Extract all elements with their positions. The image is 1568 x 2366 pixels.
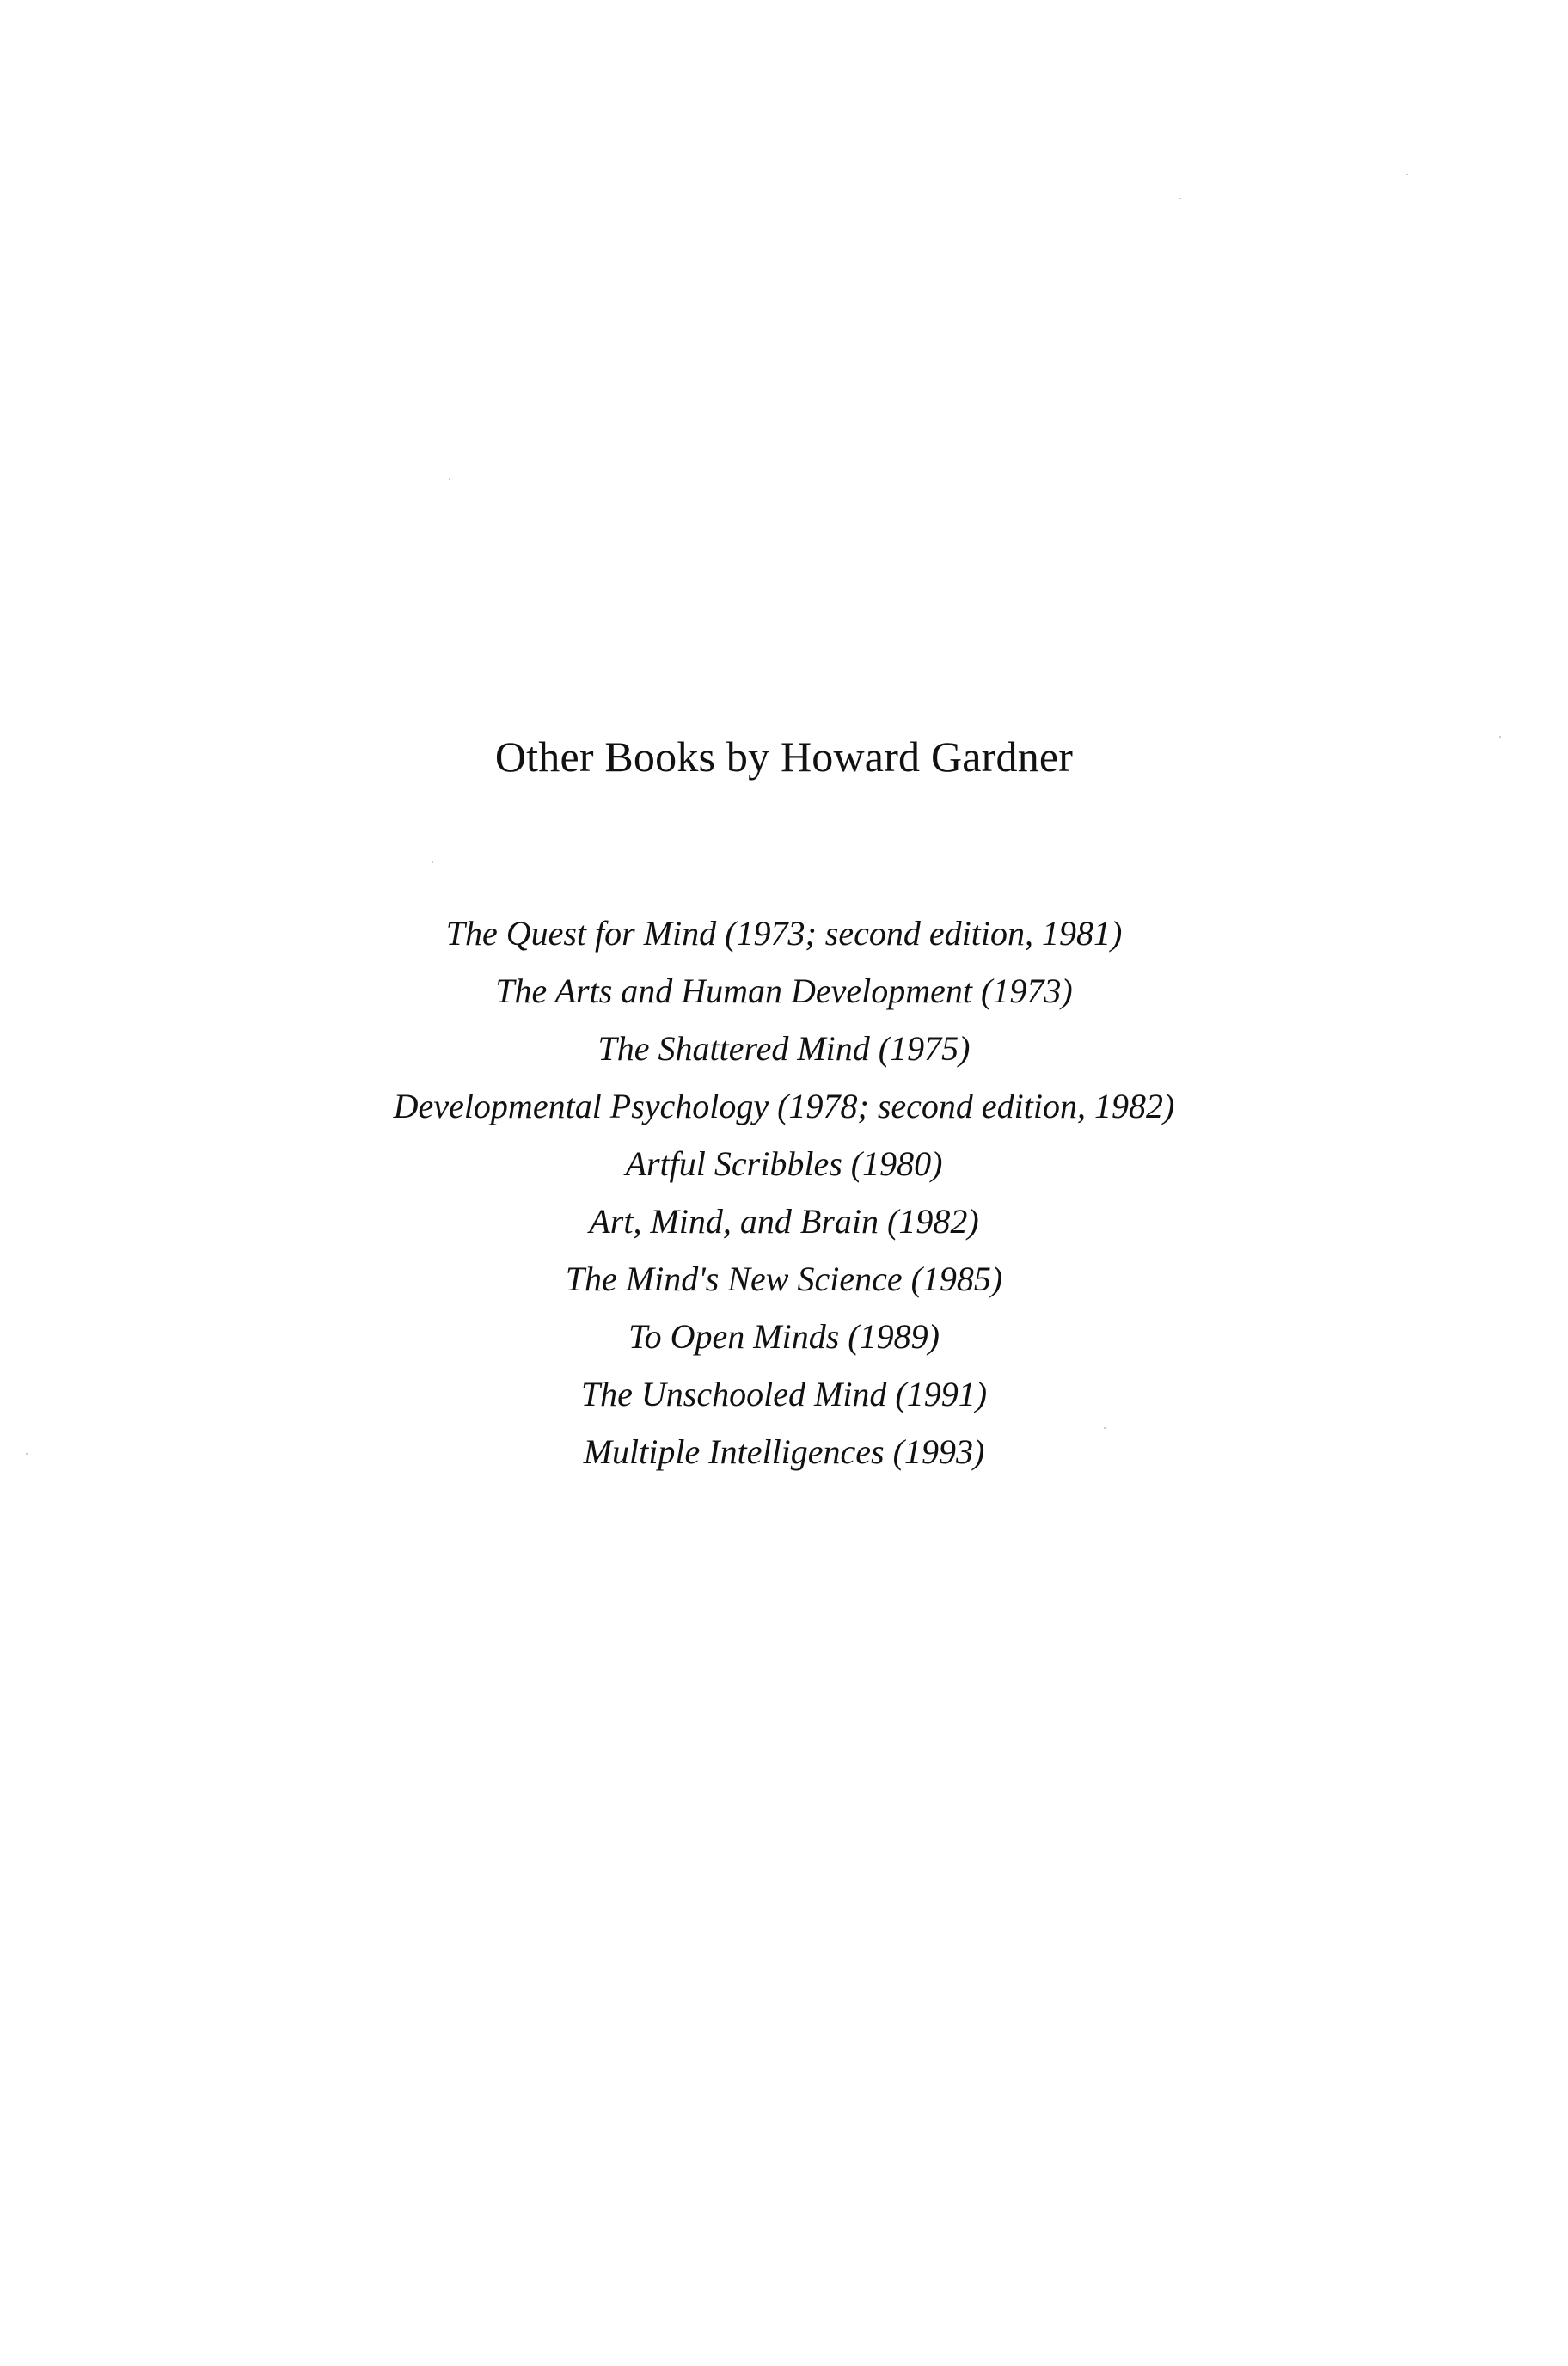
scan-speck: [1499, 736, 1501, 738]
book-entry: The Arts and Human Development (1973): [495, 972, 1073, 1010]
scan-speck: [26, 1453, 28, 1455]
scan-speck: [1104, 1427, 1106, 1429]
book-entry: Developmental Psychology (1978; second edition, 1982): [393, 1087, 1175, 1125]
book-entry: The Shattered Mind (1975): [597, 1029, 971, 1068]
book-entry: The Unschooled Mind (1991): [580, 1375, 988, 1413]
book-entry: Art, Mind, and Brain (1982): [589, 1202, 979, 1241]
book-entry: Artful Scribbles (1980): [625, 1144, 943, 1183]
page-heading: Other Books by Howard Gardner: [494, 732, 1074, 781]
book-entry: The Quest for Mind (1973; second edition, 1981): [445, 914, 1123, 953]
book-list: [0, 904, 1568, 1480]
scan-speck: [432, 861, 433, 863]
scan-speck: [1179, 198, 1181, 199]
book-entry: To Open Minds (1989): [628, 1317, 940, 1356]
book-entry: Multiple Intelligences (1993): [583, 1432, 985, 1471]
scan-speck: [1406, 174, 1408, 175]
book-entry: The Mind's New Science (1985): [565, 1260, 1003, 1298]
scan-speck: [449, 478, 450, 480]
